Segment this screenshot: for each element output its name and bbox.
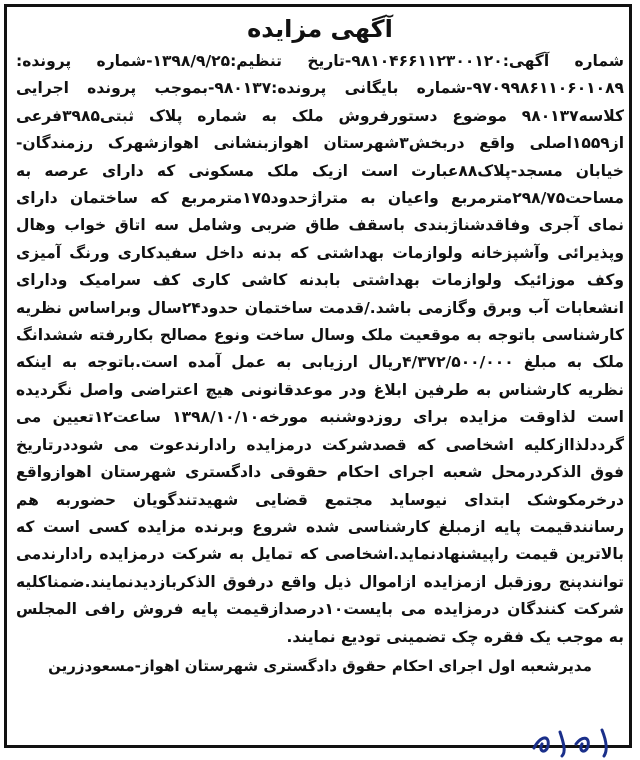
auction-notice	[16, 12, 624, 679]
notice-signature: مدیرشعبه اول اجرای احکام حقوق دادگستری شهرستان اهواز-مسعودزرین	[48, 656, 592, 675]
notice-body: شماره آگهی:۹۸۱۰۴۶۶۱۱۲۳۰۰۱۲۰-تاریخ تنظیم:۱۳۹۸/۹/۲۵-شماره پرونده: ۹۷۰۹۹۸۶۱۱۰۶۰۱۰۸۹-شماره بایگانی پرونده:۹۸۰۱۳۷-بموجب پرونده اجرایی کلاسه۹۸۰۱۳۷ موضوع دستورفروش ملک به شماره پلاک ثبتی۳۹۸۵فرعی از۱۵۵۹اصلی واقع دربخش۳شهرستان اهوازبنشانی اهوازشهرک رزمندگان- خیابان مسجد-پلاک۸۸عبارت است ازیک ملک مسکونی که دارای عرصه به مساحت۲۹۸/۷۵مترمربع واعیان به متراژحدود۱۷۵مترمربع که ساختمان دارای نمای آجری وفاقدشناژبندی باسقف طاق ضربی وشامل سه اتاق خواب وهال وپذیرائی وآشپزخانه ولوازمات بهداشتی که بدنه داخل سفیدکاری ورنگ آمیزی وکف موزائیک ولوازمات بهداشتی بابدنه کاشی کاری کف سرامیک ودارای انشعابات آب وبرق وگازمی باشد./قدمت ساختمان حدود۲۴سال وبراساس نظریه کارشناسی باتوجه به موقعیت ملک وسال ساخت ونوع مصالح بکاررفته ششدانگ ملک به مبلغ ۴/۳۷۲/۵۰۰/۰۰۰ریال ارزیابی به عمل آمده است.باتوجه به اینکه نظریه کارشناس به طرفین ابلاغ ودر موعدقانونی هیچ اعتراضی واصل نگردیده است لذاوقت مزایده برای روزدوشنبه مورخه۱۳۹۸/۱۰/۱۰ ساعت۱۲تعیین می گرددلذاازکلیه اشخاصی که قصدشرکت درمزایده رادارندعوت می شوددرتاریخ فوق الذکردرمحل شعبه اجرای احکام حقوقی دادگستری شهرستان اهوازواقع درخرمکوشک ابتدای نیوساید مجتمع قضایی شهیدتندگویان حضوربه هم رسانندقیمت پایه ازمبلغ کارشناسی شده شروع وبرنده مزایده کسی است که بالاترین قیمت راپیشنهادنماید.اشخاصی که تمایل به شرکت درمزایده رادارندمی توانندپنج روزقبل ازمزایده ازاموال ذیل واقع درفوق الذکربازدیدنمایند.ضمناکلیه شرکت کنندگان درمزایده می بایست۱۰درصدازقیمت پایه فروش رافی المجلس به موجب یک فقره چک تضمینی تودیع نمایند.	[16, 52, 625, 646]
handwritten-mark	[526, 718, 636, 760]
notice-title: آگهی مزایده	[247, 15, 393, 43]
